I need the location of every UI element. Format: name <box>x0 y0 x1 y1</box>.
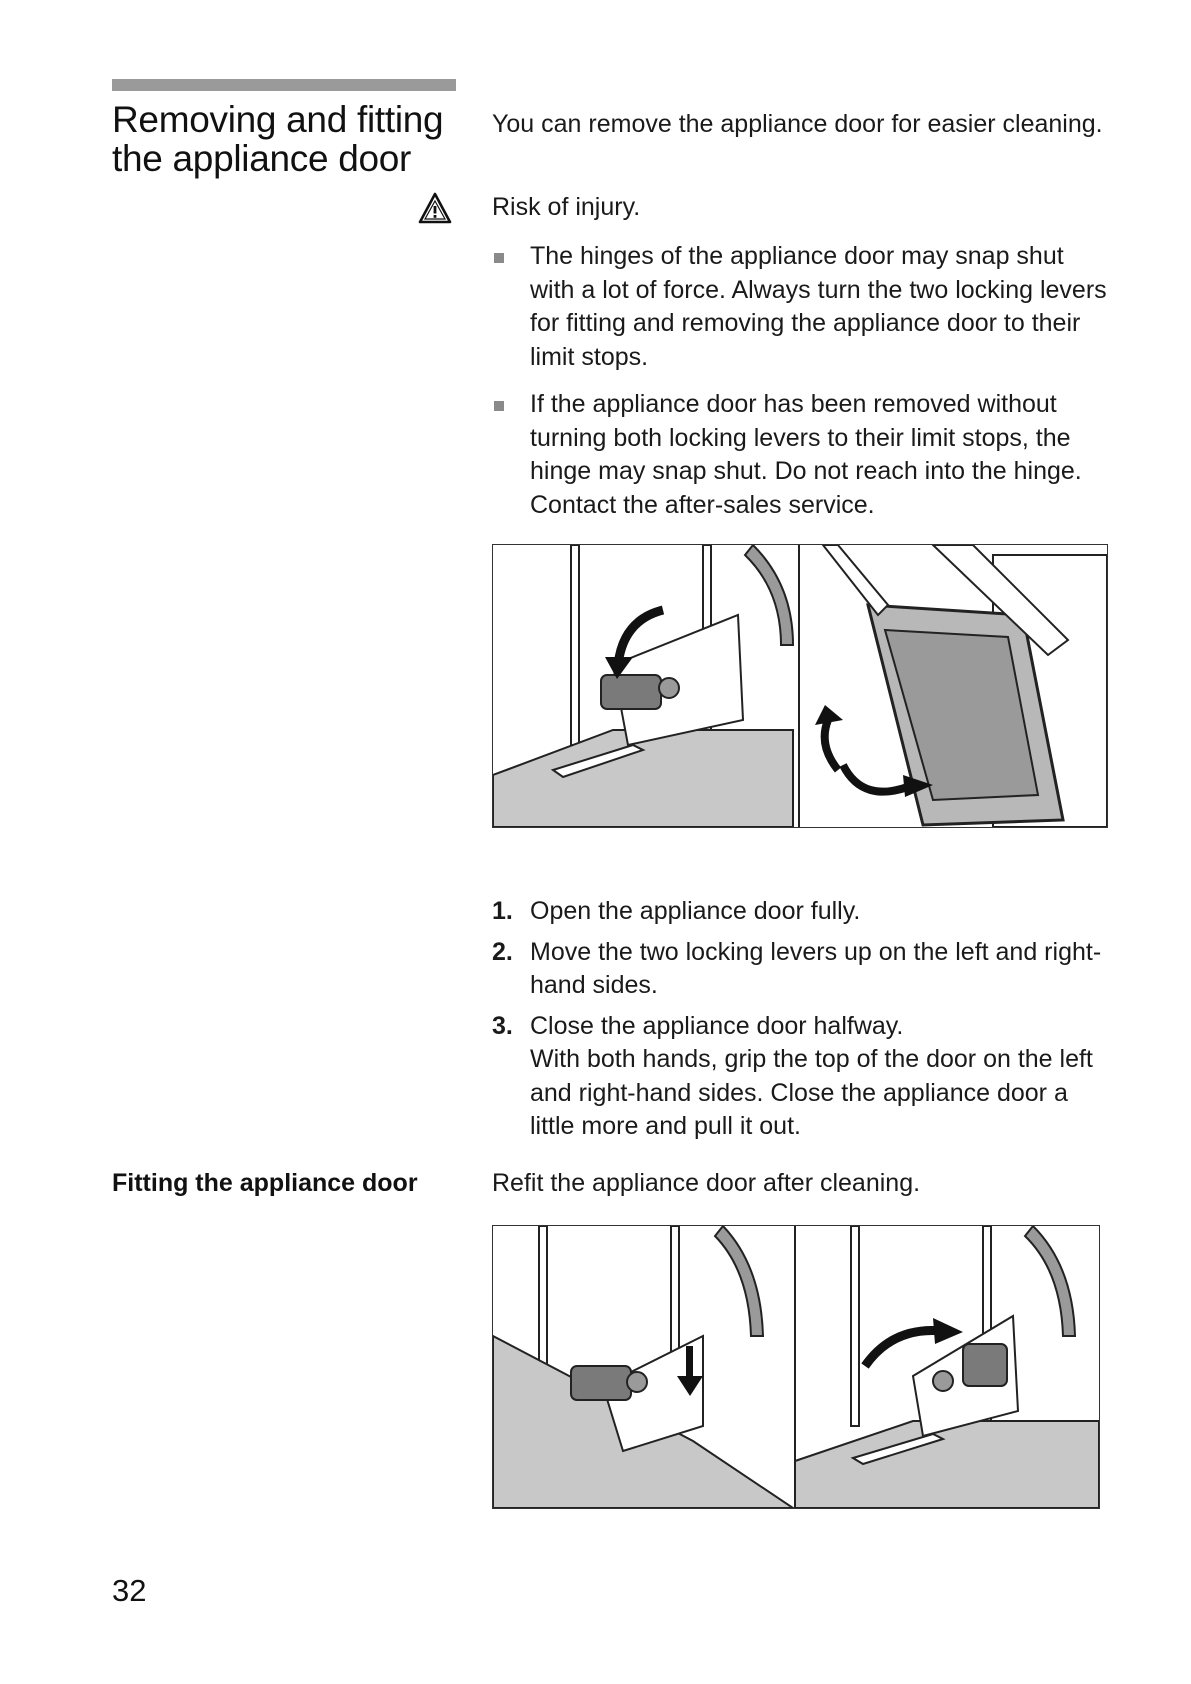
fitting-heading: Fitting the appliance door <box>112 1169 418 1197</box>
step-item <box>492 895 1112 929</box>
lever-up-panel <box>795 1226 1099 1508</box>
step-number: 3. <box>492 1011 513 1040</box>
hinge-lever-panel <box>493 545 793 827</box>
step-text: Close the appliance door halfway. <box>530 1011 904 1040</box>
risk-text: Risk of injury. <box>492 193 641 221</box>
square-bullet-icon <box>494 401 504 411</box>
step-number: 1. <box>492 897 513 925</box>
step-text: Open the appliance door fully. <box>530 897 861 925</box>
section-top-rule <box>112 79 456 91</box>
section-title: Removing and fitting the appliance door <box>112 99 444 179</box>
warning-bullet-list <box>492 240 1112 536</box>
bullet-text: The hinges of the appliance door may snap shut with a lot of force. Always turn the two locking levers for fitting and removing the appliance door to their limit stops. <box>530 242 1107 371</box>
step-text: Move the two locking levers up on the left and right-hand sides. <box>530 937 1102 999</box>
removal-steps-list <box>492 895 1112 1151</box>
step-item <box>492 936 1112 1003</box>
step-item <box>492 1010 1112 1144</box>
step-detail: With both hands, grip the top of the door on the left and right-hand sides. Close the appliance door a little more and pull it out. <box>530 1045 1093 1140</box>
fitting-door-illustration <box>492 1225 1100 1509</box>
intro-text: You can remove the appliance door for easier cleaning. <box>492 110 1103 138</box>
lever-down-panel <box>493 1226 793 1508</box>
bullet-item <box>492 240 1112 374</box>
fitting-text: Refit the appliance door after cleaning. <box>492 1169 921 1197</box>
removing-door-illustration <box>492 544 1108 828</box>
square-bullet-icon <box>494 253 504 263</box>
door-removal-panel <box>815 545 1107 827</box>
step-number: 2. <box>492 937 513 966</box>
bullet-text: If the appliance door has been removed without turning both locking levers to their limit stops, the hinge may snap shut. Do not reach into the hinge. Contact the after-sales service. <box>530 390 1082 519</box>
bullet-item <box>492 388 1112 522</box>
warning-triangle-icon <box>418 192 452 224</box>
page-number: 32 <box>112 1573 147 1608</box>
